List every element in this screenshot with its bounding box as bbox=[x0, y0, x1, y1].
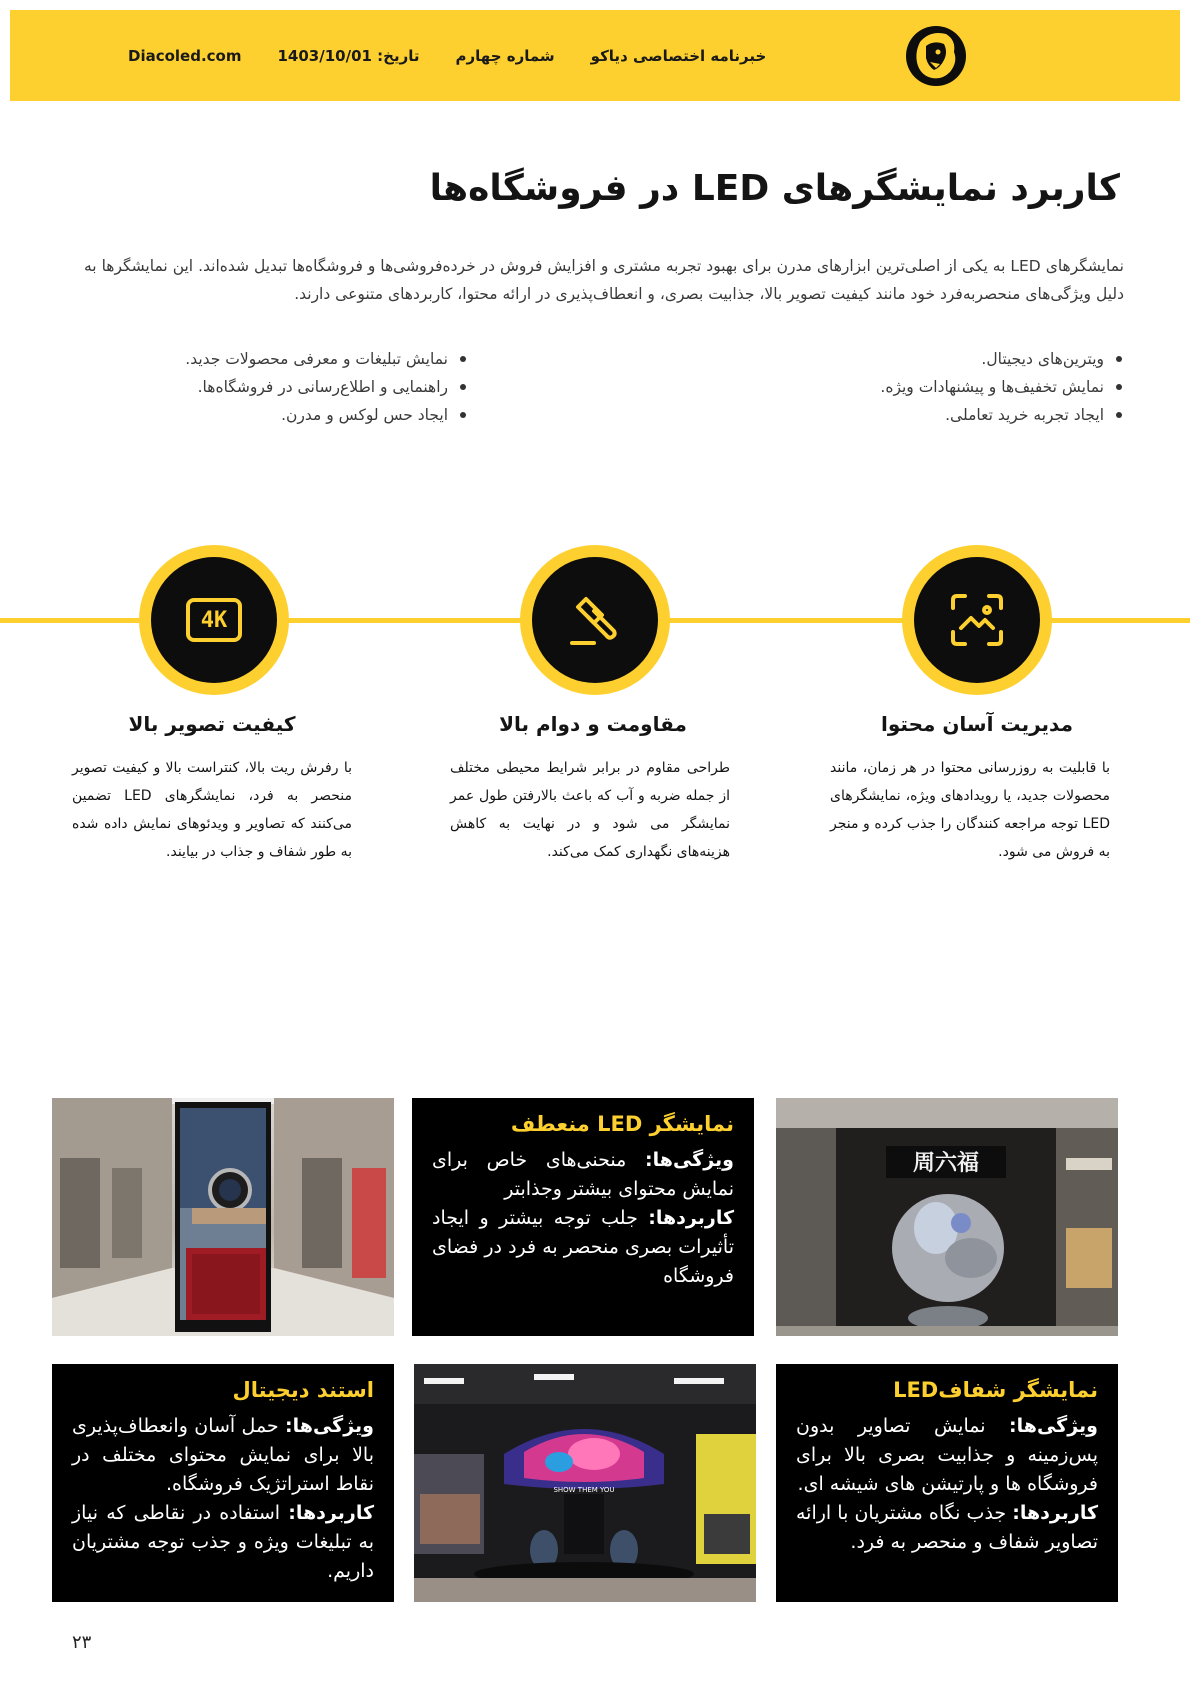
4k-icon bbox=[186, 598, 242, 642]
digital-stand-card bbox=[52, 1364, 394, 1602]
features-label: ویژگی‌ها: bbox=[645, 1149, 734, 1171]
article-intro: نمایشگرهای LED به یکی از اصلی‌ترین ابزارهای مدرن برای بهبود تجربه مشتری و افزایش فروش در خرده‌فروشی‌ها و فروشگاه‌ها تبدیل شده‌اند. این نمایشگرها به دلیل ویژگی‌های منحصربه‌فرد خود مانند کیفیت تصویر بالا، جذابیت بصری، و انعطاف‌پذیری در ارائه محتوا، کاربردهای متنوعی دارند. bbox=[84, 257, 1124, 303]
feature-text: با رفرش ریت بالا، کنتراست بالا و کیفیت تصویر منحصر به فرد، نمایشگرهای LED تضمین می‌کنند که تصاویر و ویدئوهای نمایش داده شده به طور شفاف و جذاب در بیایند. bbox=[72, 760, 353, 860]
uses-label: کاربردها: bbox=[648, 1207, 734, 1229]
uses-text: جلب توجه بیشتر و ایجاد تأثیرات بصری منحصر به فرد در فضای فروشگاه bbox=[432, 1207, 734, 1287]
jewelry-store-photo bbox=[776, 1098, 1118, 1336]
mall-stand-photo bbox=[52, 1098, 394, 1336]
list-item: ایجاد تجربه خرید تعاملی. bbox=[662, 401, 1122, 429]
features-label: ویژگی‌ها: bbox=[285, 1415, 374, 1437]
header-bar bbox=[10, 10, 1180, 101]
issue-date: تاریخ: 1403/10/01 bbox=[277, 47, 420, 65]
feature-text: طراحی مقاوم در برابر شرایط محیطی مختلف از جمله ضربه و آب که باعث بالارفتن طول عمر نمایشگر می شود و در نهایت به کاهش هزینه‌های نگهداری کمک می‌کند. bbox=[450, 760, 730, 860]
feature-text: با قابلیت به روزرسانی محتوا در هر زمان، مانند محصولات جدید، یا رویدادهای ویژه، نمایشگرهای LED توجه مراجعه کنندگان را جذب کرده و منجر به فروش می شود. bbox=[830, 760, 1110, 860]
issue-number: شماره چهارم bbox=[455, 47, 555, 65]
dome-sign-text: SHOW THEM YOU bbox=[553, 1486, 615, 1494]
uses-text: جذب نگاه مشتریان با ارائه تصاویر شفاف و منحصر به فرد. bbox=[796, 1502, 1098, 1553]
sports-store-dome-photo bbox=[414, 1364, 756, 1602]
newsletter-title: خبرنامه اختصاصی دیاکو bbox=[590, 47, 767, 65]
feature-icon-circle bbox=[902, 545, 1052, 695]
features-text: منحنی‌های خاص برای نمایش محتوای بیشتر وجذابتر bbox=[432, 1149, 734, 1200]
bullet-list-left bbox=[86, 345, 466, 429]
list-item: ایجاد حس لوکس و مدرن. bbox=[86, 401, 466, 429]
uses-label: کاربردها: bbox=[1012, 1502, 1098, 1524]
list-item: نمایش تخفیف‌ها و پیشنهادات ویژه. bbox=[662, 373, 1122, 401]
4k-icon-label: 4K bbox=[200, 607, 228, 633]
website-link[interactable]: Diacoled.com bbox=[128, 47, 242, 65]
page-number: ۲۳ bbox=[72, 1632, 92, 1653]
image-scan-icon bbox=[947, 590, 1007, 650]
features-label: ویژگی‌ها: bbox=[1009, 1415, 1098, 1437]
article-title: کاربرد نمایشگرهای LED در فروشگاه‌ها bbox=[429, 168, 1120, 209]
feature-title: مقاومت و دوام بالا bbox=[499, 712, 687, 736]
features-text: نمایش تصاویر بدون پس‌زمینه و جذابیت بصری بالا برای فروشگاه ها و پارتیشن های شیشه ای. bbox=[796, 1415, 1098, 1495]
card-body bbox=[72, 1412, 374, 1586]
transparent-led-card bbox=[776, 1364, 1118, 1602]
uses-text: استفاده در نقاطی که نیاز به تبلیغات ویژه و جذب توجه مشتریان داریم. bbox=[72, 1502, 374, 1582]
card-title: استند دیجیتال bbox=[232, 1378, 374, 1402]
list-item: ویترین‌های دیجیتال. bbox=[662, 345, 1122, 373]
card-body bbox=[796, 1412, 1098, 1557]
bullet-list-right bbox=[662, 345, 1122, 429]
lion-logo-icon bbox=[900, 22, 972, 90]
card-title: نمایشگر LED منعطف bbox=[510, 1112, 734, 1136]
curved-led-card bbox=[412, 1098, 754, 1336]
list-item: راهنمایی و اطلاع‌رسانی در فروشگاه‌ها. bbox=[86, 373, 466, 401]
uses-label: کاربردها: bbox=[288, 1502, 374, 1524]
features-text: حمل آسان وانعطاف‌پذیری بالا برای نمایش محتوای مختلف در نقاط استراتژیک فروشگاه. bbox=[72, 1415, 374, 1495]
header-meta bbox=[110, 36, 770, 76]
feature-title: مدیریت آسان محتوا bbox=[881, 712, 1073, 736]
feature-icon-circle bbox=[520, 545, 670, 695]
card-title: نمایشگر شفافLED bbox=[893, 1378, 1098, 1402]
feature-icon-circle bbox=[139, 545, 289, 695]
hammer-icon bbox=[564, 589, 626, 651]
card-body bbox=[432, 1146, 734, 1291]
list-item: نمایش تبلیغات و معرفی محصولات جدید. bbox=[86, 345, 466, 373]
store-sign-text: 周六福 bbox=[912, 1151, 980, 1176]
feature-title: کیفیت تصویر بالا bbox=[128, 712, 296, 736]
